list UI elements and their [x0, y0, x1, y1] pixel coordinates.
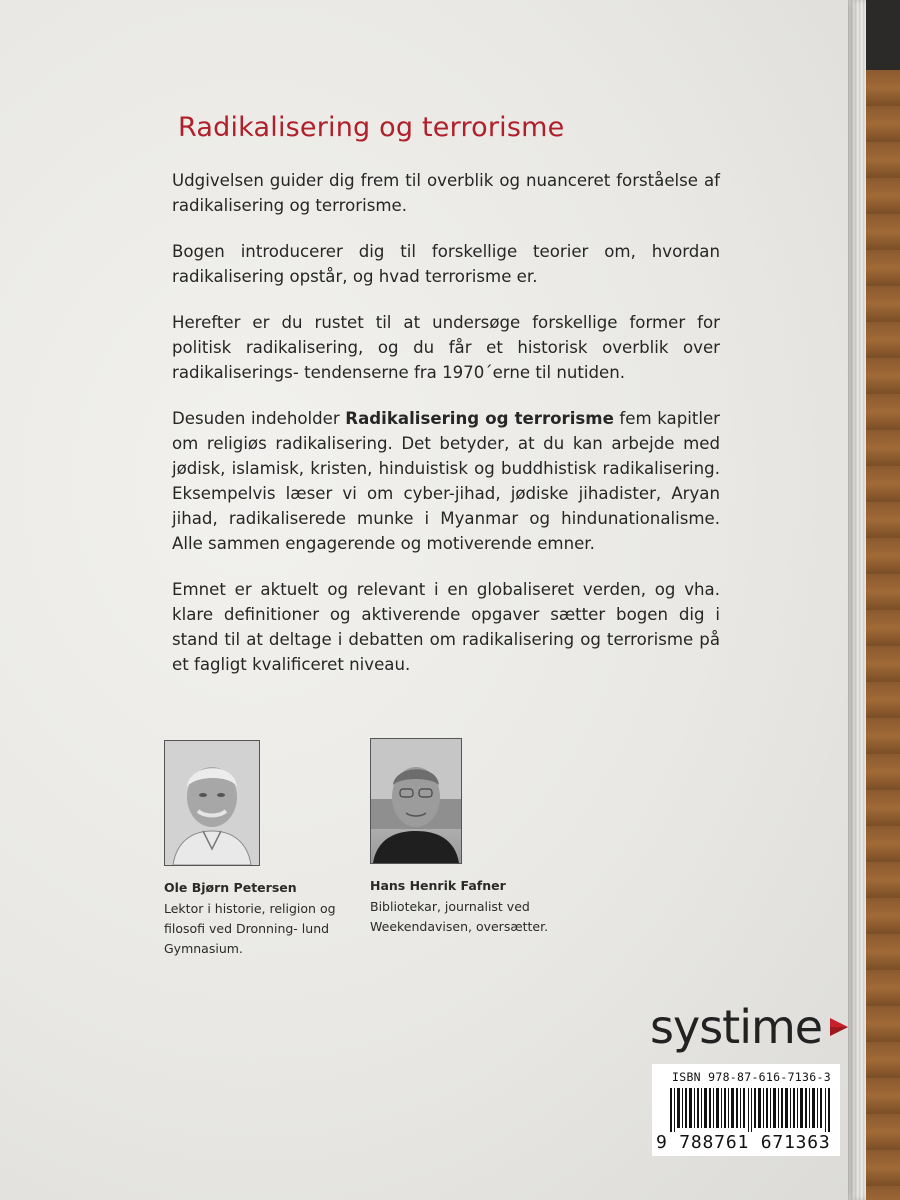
author-2: [370, 738, 570, 937]
publisher-name: systime: [650, 1000, 823, 1054]
blurb-book-title-bold: Radikalisering og terrorisme: [345, 409, 614, 428]
blurb-paragraph-1: Udgivelsen guider dig frem til overblik og nuanceret forståelse af radikalisering og terrorisme.: [172, 171, 720, 215]
author-2-photo: [370, 738, 462, 864]
publisher-logo: [650, 1000, 850, 1054]
author-2-description: Bibliotekar, journalist ved Weekendavisen, oversætter.: [370, 899, 549, 934]
blurb-paragraph-5: Emnet er aktuelt og relevant i en globaliseret verden, og vha. klare definitioner og aktiverende opgaver sætter bogen dig i stand til at deltage i debatten om radikalisering og terrorisme på et fagligt kvalificeret niveau.: [172, 580, 720, 674]
author-1: [164, 740, 364, 959]
wooden-surface: [860, 70, 900, 1200]
blurb: [172, 168, 720, 698]
dark-background: [860, 0, 900, 70]
isbn-label: ISBN 978-87-616-7136-3: [672, 1070, 831, 1084]
author-1-description: Lektor i historie, religion og filosofi ved Dronning- lund Gymnasium.: [164, 901, 336, 956]
author-1-name: Ole Bjørn Petersen: [164, 880, 297, 895]
barcode-icon: [670, 1088, 834, 1132]
blurb-paragraph-3: Herefter er du rustet til at undersøge forskellige former for politisk radikalisering, og du får et historisk overblik over radikaliserings- tendenserne fra 1970´erne til nutiden.: [172, 313, 720, 382]
play-triangle-icon: [828, 1016, 850, 1038]
barcode-digits: 9 788761 671363: [656, 1132, 831, 1153]
isbn-barcode: [652, 1064, 840, 1156]
author-1-photo: [164, 740, 260, 866]
book-title: Radikalisering og terrorisme: [178, 112, 565, 143]
blurb-paragraph-4-start: Desuden indeholder: [172, 409, 346, 428]
blurb-paragraph-4-end: fem kapitler om religiøs radikalisering. Det betyder, at du kan arbejde med jødisk, islamisk, kristen, hinduistisk og buddhistisk radikalisering. Eksempelvis læser vi om cyber-jihad, jødiske jihadister, Aryan jihad, radikaliserede munke i Myanmar og hindunationalisme. Alle sammen engagerende og motiverende emner.: [172, 409, 721, 553]
author-2-name: Hans Henrik Fafner: [370, 878, 506, 893]
blurb-paragraph-2: Bogen introducerer dig til forskellige teorier om, hvordan radikalisering opstår, og hvad terrorisme er.: [172, 242, 720, 286]
blurb-paragraph-4: [172, 406, 720, 556]
